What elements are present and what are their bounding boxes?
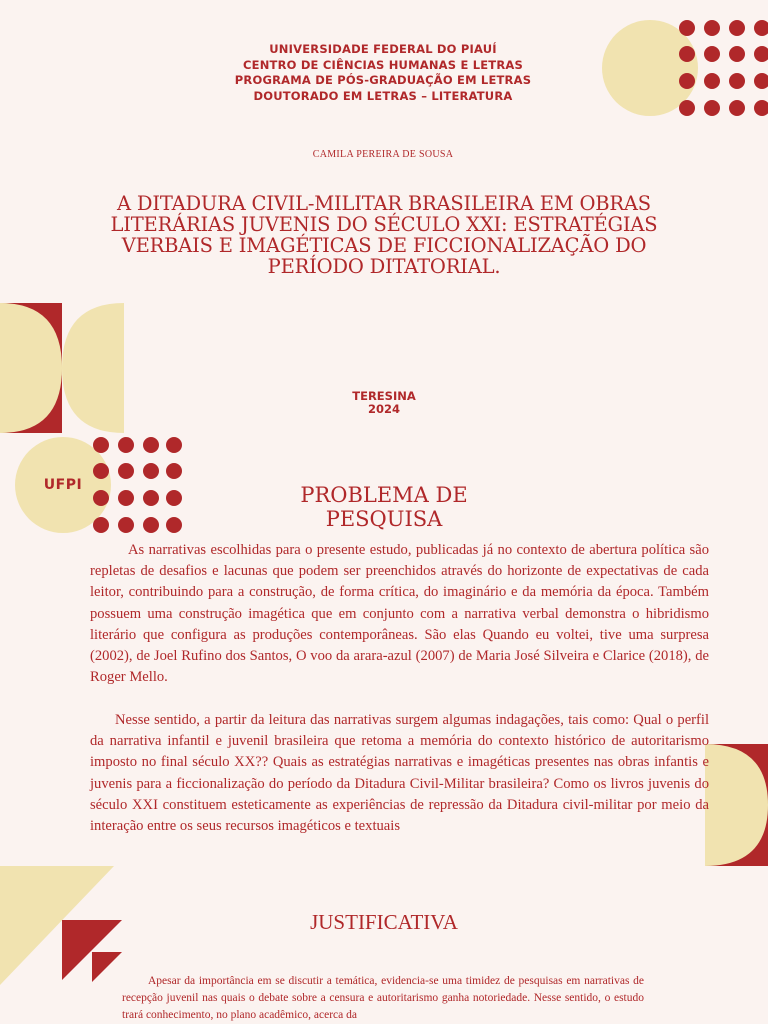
bottom-left-red-triangle-small — [92, 952, 122, 982]
document-title: A DITADURA CIVIL-MILITAR BRASILEIRA EM OBRAS LITERÁRIAS JUVENIS DO SÉCULO XXI: ESTRATÉGIAS VERBAIS E IMAGÉTICAS DE FICCIONALIZAÇÃO DO PERÍODO DITATORIAL. — [110, 192, 658, 278]
location-block — [330, 390, 438, 416]
problem-paragraph-2 — [90, 710, 709, 837]
author-name: CAMILA PEREIRA DE SOUSA — [312, 149, 454, 160]
problem-heading: PROBLEMA DE PESQUISA — [300, 483, 468, 531]
problem-paragraph-1 — [90, 540, 709, 688]
city-name: TERESINA — [352, 389, 416, 403]
header-line-university: UNIVERSIDADE FEDERAL DO PIAUÍ — [269, 42, 497, 56]
problem-paragraph-2-text: Nesse sentido, a partir da leitura das narrativas surgem algumas indagações, tais como: Qual o perfil da narrativa infantil e juvenil brasileira que retoma a memória do contexto histórico de autoritarismo imposto no final século XX?? Quais as estratégias narrativas e imagéticas presentes nas obras infantis e juvenis para a ficcionalização do período da Ditadura Civil-Militar brasileira? Como os livros juvenis do século XXI constituem esteticamente as experiências de repressão da Ditadura civil-militar por meio da interação entre os seus recursos imagéticos e textuais — [90, 712, 709, 835]
institution-header — [230, 42, 536, 104]
justification-paragraph-text: Apesar da importância em se discutir a temática, evidencia-se uma timidez de pesquisas em narrativas de recepção juvenil nas quais o debate sobre a censura e autoritarismo ganha notoriedade. Nesse sentido, o estudo trará conhecimento, no plano acadêmico, acerca da — [122, 975, 644, 1021]
year: 2024 — [367, 402, 400, 416]
problem-paragraph-1-text: As narrativas escolhidas para o presente estudo, publicadas já no contexto de abertura política são repletas de desafios e lacunas que podem ser preenchidos através do horizonte de expectativas de cada leitor, contribuindo para a construção, de forma crítica, do imaginário e da memória da época. Também possuem uma construção imagética que em conjunto com a narrativa verbal demonstra o hibridismo literário que configura as produções contemporâneas. São elas Quando eu voltei, tive uma surpresa (2002), de Joel Rufino dos Santos, O voo da arara-azul (2007) de Maria José Silveira e Clarice (2018), de Roger Mello. — [90, 542, 709, 686]
justification-paragraph — [122, 973, 644, 1024]
header-line-center: CENTRO DE CIÊNCIAS HUMANAS E LETRAS — [243, 57, 523, 72]
justification-heading: JUSTIFICATIVA — [310, 910, 458, 934]
header-line-doctorate: DOUTORADO EM LETRAS – LITERATURA — [253, 88, 513, 103]
ufpi-logo-text: UFPI — [43, 477, 83, 493]
left-cream-half-disc-2 — [62, 303, 124, 433]
header-line-program: PROGRAMA DE PÓS-GRADUAÇÃO EM LETRAS — [234, 73, 532, 87]
